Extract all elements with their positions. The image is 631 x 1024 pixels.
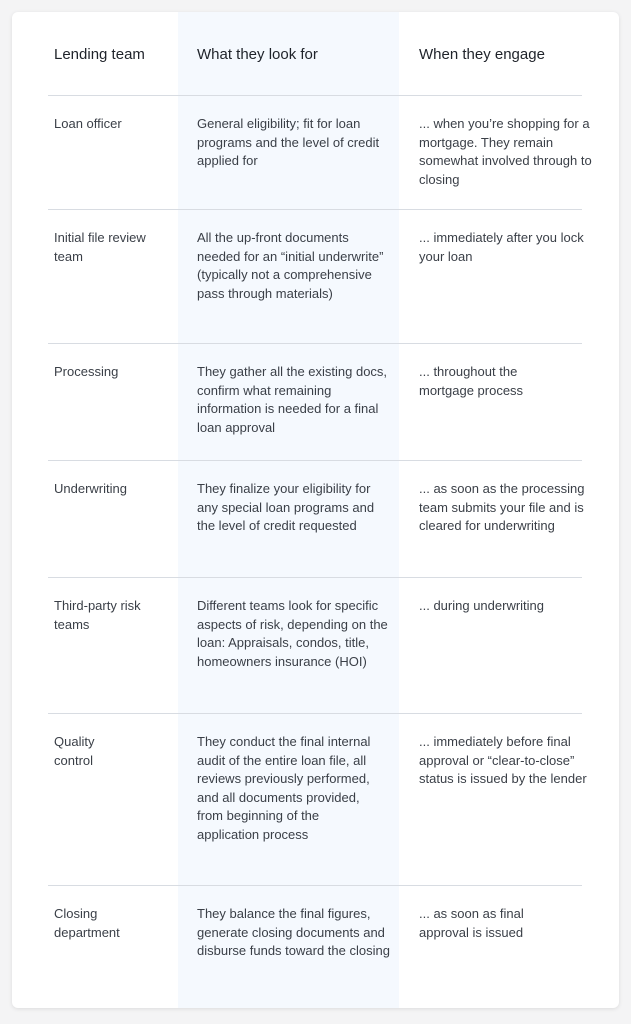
row-divider (48, 885, 582, 886)
table-row (12, 577, 619, 713)
cell-team: Initial file review team (54, 230, 146, 264)
cell-engage: ... immediately after you lock your loan (419, 230, 584, 264)
lending-team-table (12, 12, 619, 1008)
cell-team: Quality control (54, 734, 95, 768)
row-divider (48, 713, 582, 714)
header-lending-team: Lending team (54, 46, 145, 63)
cell-team: Processing (54, 364, 119, 379)
table-row (12, 209, 619, 343)
row-divider (48, 460, 582, 461)
table-row (12, 95, 619, 209)
row-divider (48, 209, 582, 210)
cell-look-for: General eligibility; fit for loan programs and the level of credit applied for (197, 116, 380, 169)
cell-look-for: They finalize your eligibility for any special loan programs and the level of credit requested (197, 481, 375, 534)
cell-team: Loan officer (54, 116, 122, 131)
cell-look-for: They conduct the final internal audit of the entire loan file, all reviews previously performed, and all documents provided, from beginning of the application process (197, 734, 371, 842)
cell-engage: ... as soon as the processing team submits your file and is cleared for underwriting (419, 481, 585, 534)
cell-engage: ... during underwriting (419, 598, 545, 613)
cell-team: Underwriting (54, 481, 127, 496)
cell-engage: ... immediately before final approval or “clear-to-close” status is issued by the lender (419, 734, 587, 787)
row-divider (48, 343, 582, 344)
table-row (12, 343, 619, 460)
table-row (12, 713, 619, 885)
cell-look-for: All the up-front documents needed for an “initial underwrite” (typically not a comprehensive pass through materials) (197, 230, 384, 301)
table-header (12, 12, 619, 95)
cell-look-for: They gather all the existing docs, confirm what remaining information is needed for a final loan approval (197, 364, 388, 435)
cell-look-for: Different teams look for specific aspects of risk, depending on the loan: Appraisals, condos, title, homeowners insurance (HOI) (197, 598, 388, 669)
cell-team: Closing department (54, 906, 120, 940)
cell-engage: ... when you’re shopping for a mortgage. They remain somewhat involved through to closing (419, 116, 592, 187)
header-what-they-look-for: What they look for (197, 46, 318, 63)
row-divider (48, 95, 582, 96)
cell-look-for: They balance the final figures, generate closing documents and disburse funds toward the closing (197, 906, 390, 959)
header-when-they-engage: When they engage (419, 46, 545, 63)
cell-engage: ... as soon as final approval is issued (419, 906, 524, 940)
cell-team: Third-party risk teams (54, 598, 141, 632)
row-divider (48, 577, 582, 578)
cell-engage: ... throughout the mortgage process (419, 364, 524, 398)
table-row (12, 460, 619, 577)
table-row (12, 885, 619, 1008)
